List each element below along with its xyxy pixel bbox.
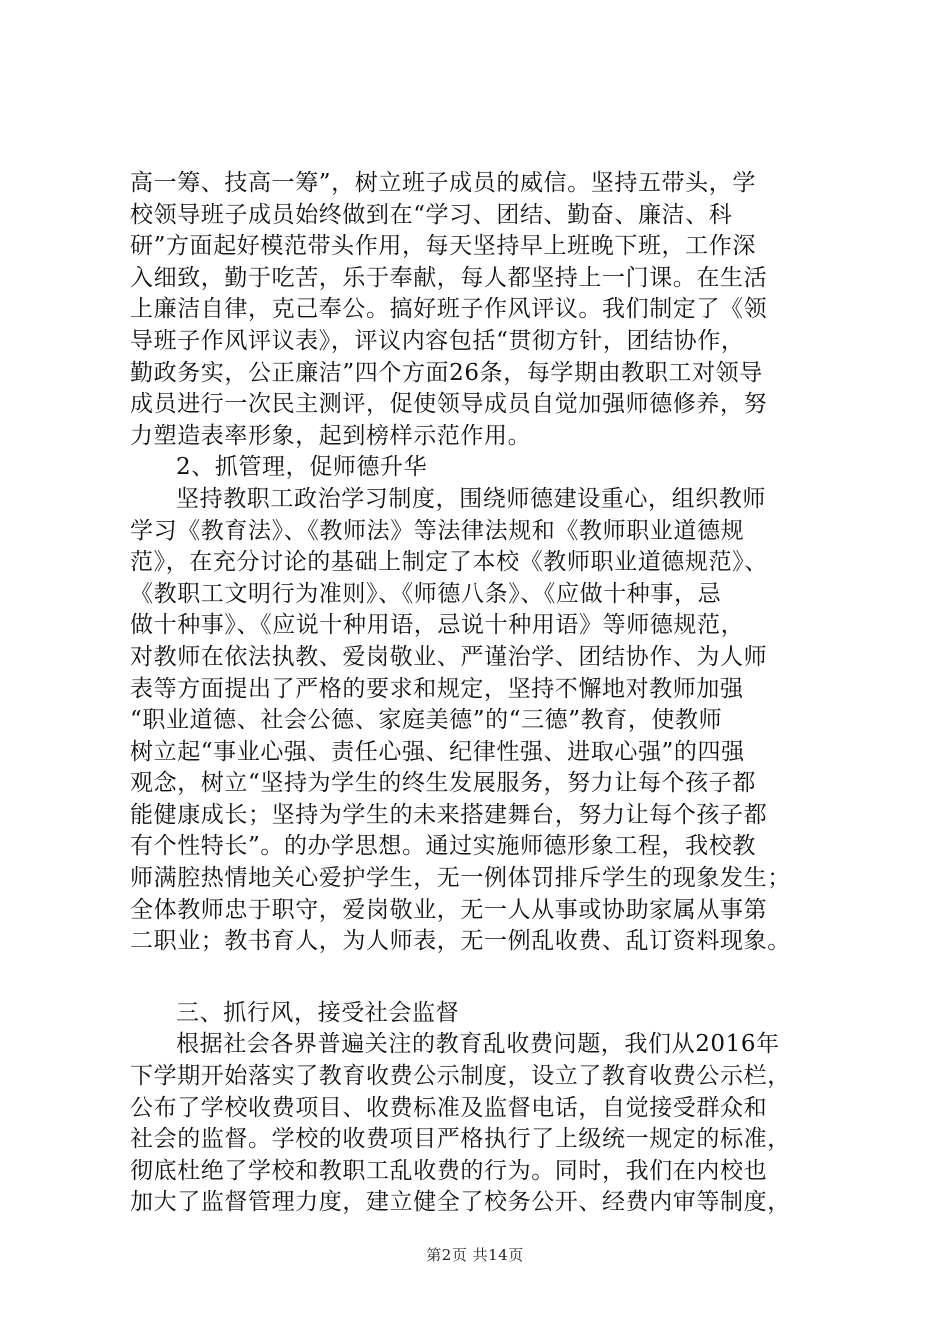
text-line: 二职业；教书育人，为人师表，无一例乱收费、乱订资料现象。: [130, 928, 791, 955]
text-line: “职业道德、社会公德、家庭美德”的“三德”教育，使教师: [130, 707, 723, 734]
text-line: 彻底杜绝了学校和教职工乱收费的行为。同时，我们在内校也: [130, 1157, 768, 1184]
text-line: 高一筹、技高一筹”，树立班子成员的威信。坚持五带头，学: [130, 170, 756, 196]
paragraph-leadership: [130, 168, 830, 452]
text-line: 校领导班子成员始终做到在“学习、团结、勤奋、廉洁、科: [130, 201, 733, 228]
text-line: 成员进行一次民主测评，促使领导成员自觉加强师德修养，努: [130, 391, 768, 418]
text-line: 做十种事》、《应说十种用语，忌说十种用语》等师德规范，: [130, 612, 745, 639]
page-number-footer: 第2页 共14页: [426, 1246, 524, 1264]
text-line: 对教师在依法执教、爱岗敬业、严谨治学、团结协作、为人师: [130, 643, 768, 670]
text-line: 公布了学校收费项目、收费标准及监督电话，自觉接受群众和: [130, 1094, 768, 1121]
text-line: 《教职工文明行为准则》、《师德八条》、《应做十种事，忌: [130, 580, 722, 607]
paragraph-gap: [130, 958, 830, 998]
text-line: 下学期开始落实了教育收费公示制度，设立了教育收费公示栏，: [130, 1063, 791, 1090]
text-line: 全体教师忠于职守，爱岗敬业，无一人从事或协助家属从事第: [130, 896, 768, 923]
text-line: 观念，树立“坚持为学生的终生发展服务，努力让每个孩子都: [130, 770, 756, 797]
text-line: 力塑造表率形象，起到榜样示范作用。: [130, 422, 532, 449]
text-line: 学习《教育法》、《教师法》等法律法规和《教师职业道德规: [130, 517, 745, 544]
section-heading-management: 2、抓管理，促师德升华: [176, 454, 428, 481]
text-line: 树立起“事业心强、责任心强、纪律性强、进取心强”的四强: [130, 738, 745, 765]
text-line: 坚持教职工政治学习制度，围绕师德建设重心，组织教师: [176, 485, 766, 512]
text-line: 能健康成长；坚持为学生的未来搭建舞台，努力让每个孩子都: [130, 801, 768, 828]
text-line: 范》，在充分讨论的基础上制定了本校《教师职业道德规范》、: [130, 549, 768, 576]
paragraph-management: [130, 484, 830, 958]
text-line: 表等方面提出了严格的要求和规定，坚持不懈地对教师加强: [130, 675, 744, 702]
text-line: 研”方面起好模范带头作用，每天坚持早上班晚下班，工作深: [130, 233, 756, 260]
text-line: 导班子作风评议表》，评议内容包括“贯彻方针，团结协作，: [130, 327, 745, 354]
text-line: 上廉洁自律，克己奉公。搞好班子作风评议。我们制定了《领: [130, 296, 768, 323]
document-body: [130, 168, 830, 1219]
text-line: 有个性特长”。的办学思想。通过实施师德形象工程，我校教: [130, 833, 756, 860]
section-heading-conduct: 三、抓行风，接受社会监督: [176, 999, 460, 1026]
text-line: 加大了监督管理力度，建立健全了校务公开、经费内审等制度，: [130, 1189, 791, 1216]
text-line: 社会的监督。学校的收费项目严格执行了上级统一规定的标准，: [130, 1126, 791, 1153]
text-line: 根据社会各界普遍关注的教育乱收费问题，我们从2016年: [176, 1031, 780, 1058]
text-line: 勤政务实，公正廉洁”四个方面26条，每学期由教职工对领导: [130, 359, 763, 386]
text-line: 入细致，勤于吃苦，乐于奉献，每人都坚持上一门课。在生活: [130, 264, 768, 291]
paragraph-conduct: [130, 1029, 830, 1219]
text-line: 师满腔热情地关心爱护学生，无一例体罚排斥学生的现象发生；: [130, 865, 791, 892]
